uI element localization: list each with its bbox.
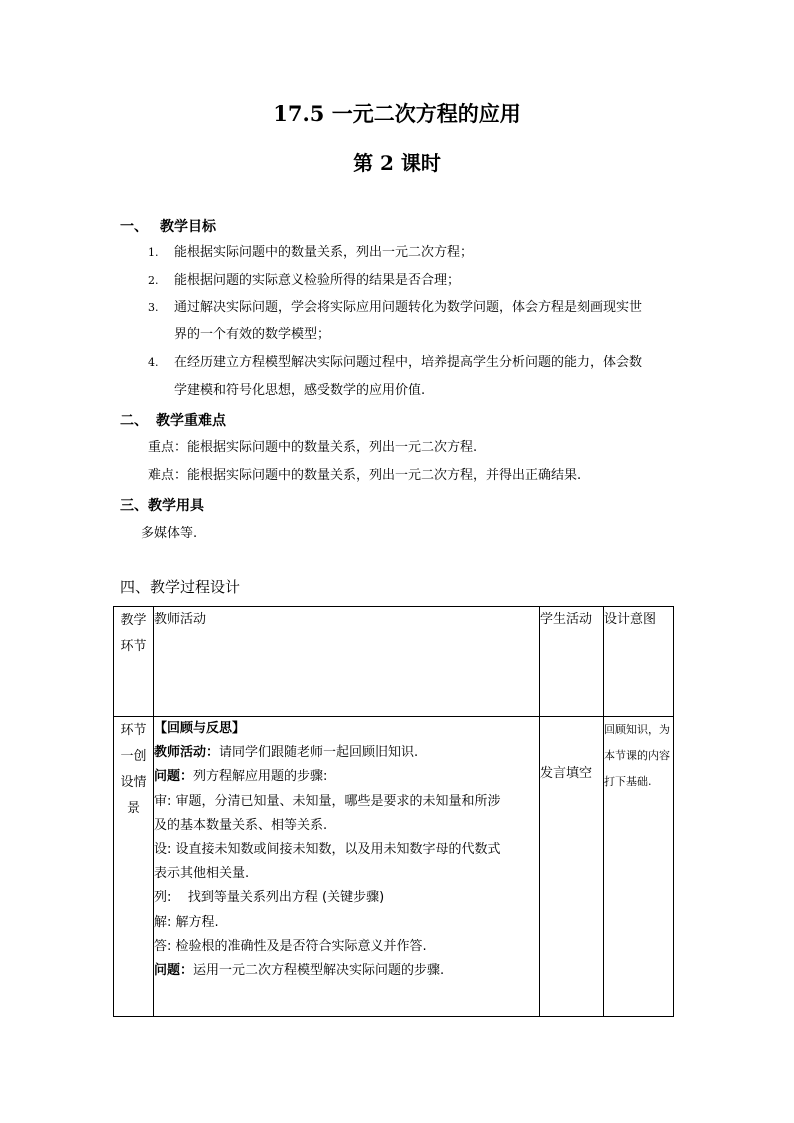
step-line: 答: 检验根的准确性及是否符合实际意义并作答.: [154, 938, 427, 954]
section-heading-tools: 三、教学用具: [120, 498, 204, 514]
activity-text: 请同学们跟随老师一起回顾旧知识.: [219, 745, 419, 761]
question-line: [154, 765, 539, 789]
section-number: 一、: [120, 219, 148, 235]
design-intent-cell: 回顾知识，为本节课的内容打下基础.: [604, 717, 674, 1017]
activity-label: 教师活动：: [154, 745, 220, 761]
section-number: 二、: [120, 413, 148, 429]
key-point: 重点：能根据实际问题中的数量关系，列出一元二次方程.: [148, 440, 478, 455]
section-label: 教学重难点: [156, 413, 226, 429]
item-text: 能根据问题的实际意义检验所得的结果是否合理；: [174, 273, 461, 288]
section-title: 【回顾与反思】: [154, 721, 246, 736]
question-text: 运用一元二次方程模型解决实际问题的步骤.: [193, 963, 445, 979]
item-index: 4.: [148, 356, 159, 369]
student-activity-cell: 发言填空: [540, 717, 604, 1017]
step-line: 审: 审题，分清已知量、未知量，哪些是要求的未知量和所涉: [154, 793, 501, 809]
item-text: 通过解决实际问题，学会将实际应用问题转化为数学问题，体会方程是刻画现实世: [174, 300, 643, 315]
question-label: 问题：: [154, 963, 194, 979]
step-line: 表示其他相关量.: [154, 866, 250, 882]
section-heading-objectives: [120, 216, 216, 236]
header-design-intent: 设计意图: [604, 607, 674, 717]
teaching-tools: 多媒体等.: [141, 526, 198, 541]
question-line: [154, 959, 539, 983]
section-heading-process: 四、教学过程设计: [120, 578, 241, 596]
step-line: 及的基本数量关系、相等关系.: [154, 817, 328, 833]
section-heading-key-points: [120, 410, 226, 430]
item-index: 1.: [148, 246, 159, 259]
stage-cell: 环节一创设情景: [114, 717, 154, 1017]
question-text: 列方程解应用题的步骤:: [193, 769, 328, 785]
item-text: 在经历建立方程模型解决实际问题过程中，培养提高学生分析问题的能力，体会数: [174, 355, 643, 370]
activity-line: [154, 741, 539, 765]
lesson-number: 第 2 课时: [353, 151, 441, 175]
step-line: 列: 找到等量关系列出方程 (关键步骤): [154, 890, 385, 906]
difficult-point: 难点：能根据实际问题中的数量关系，列出一元二次方程，并得出正确结果.: [148, 468, 582, 483]
item-index: 2.: [148, 274, 159, 287]
item-continuation: 学建模和符号化思想，感受数学的应用价值.: [174, 383, 426, 398]
item-continuation: 界的一个有效的数学模型；: [174, 327, 331, 342]
header-teacher-activity: 教师活动: [154, 607, 540, 717]
question-label: 问题：: [154, 769, 194, 785]
table-header-row: [114, 607, 674, 717]
table-row: [114, 717, 674, 1017]
item-text: 能根据实际问题中的数量关系，列出一元二次方程；: [174, 245, 474, 260]
item-index: 3.: [148, 301, 159, 314]
step-line: 设: 设直接未知数或间接未知数，以及用未知数字母的代数式: [154, 842, 501, 858]
header-student-activity: 学生活动: [540, 607, 604, 717]
section-label: 教学目标: [160, 219, 216, 235]
process-table: [113, 606, 674, 1017]
teacher-activity-cell: [154, 717, 540, 1017]
document-title: 17.5 一元二次方程的应用: [273, 101, 521, 126]
header-stage: 教学环节: [114, 607, 154, 717]
step-line: 解: 解方程.: [154, 914, 219, 930]
